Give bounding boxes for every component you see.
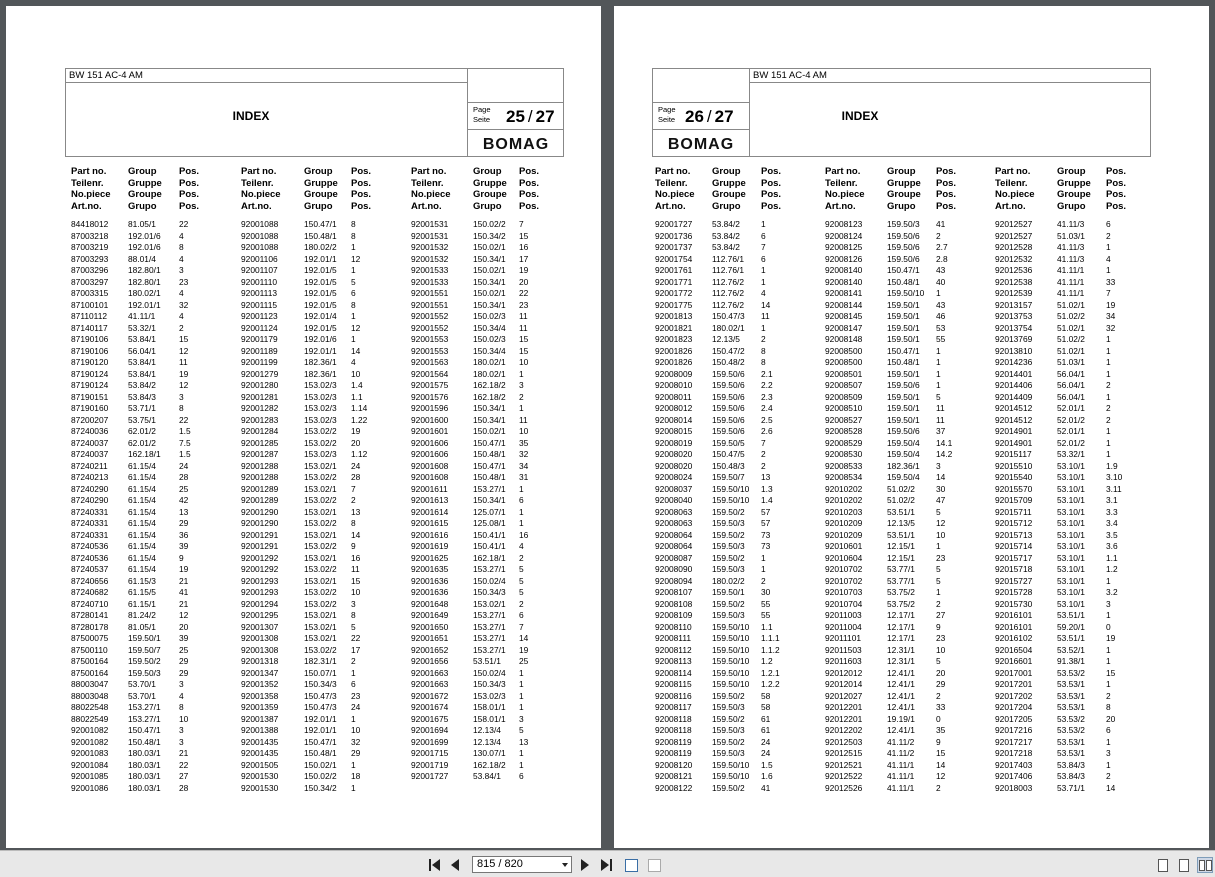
column-header-group: Group Gruppe Groupe Grupo	[473, 166, 507, 212]
column-header-group: Group Gruppe Groupe Grupo	[1057, 166, 1091, 212]
column-header-group: Group Gruppe Groupe Grupo	[304, 166, 338, 212]
forward-view-icon	[648, 859, 661, 872]
part-number-column: 92012527 92012527 92012528 92012532 92012536 92012538 92012539 92013157 92013753 92013754 92013769 92013810 92014236 92014401 92014406 92014409 92014512 92014512 92014901 92014901 92015117 92015510 92015540 92015570 92015709 92015711 92015712 92015713 92015714 92015717 92015718 92015727 92015728 92015730 92016101 92016101 92016102 92016504 92016601 92017001 92017201 92017202 92017204 92017205 92017216 92017217 92017218 92017403 92017406 92018003	[995, 219, 1033, 793]
page-number-cell	[653, 102, 749, 130]
model-name: BW 151 AC-4 AM	[66, 69, 467, 83]
svg-text:BOMAG: BOMAG	[667, 136, 735, 151]
position-column: 22 4 8 4 3 23 4 32 4 2 15 12 11 19 12 3 8 22 1.5 7.5 1.5 24 28 25 42 13 29 36 39 9 19 21 41 21 12 20 39 25 29 29 3 4 8 10 3 3 21 22 27 28	[179, 219, 191, 793]
last-page-button[interactable]	[598, 857, 614, 873]
page-header-box	[652, 68, 1151, 157]
bomag-logo	[653, 130, 749, 157]
position-column: 8 8 1 12 1 5 6 8 1 12 1 14 4 10 1.4 1.1 1.14 1.22 19 20 1.12 24 28 7 2 13 8 14 9 16 11 15 10 3 8 5 22 17 2 1 6 23 24 1 10 32 29 1 18 1	[351, 219, 368, 793]
svg-text:BOMAG: BOMAG	[482, 136, 550, 151]
first-page-icon	[429, 859, 440, 871]
two-page-icon	[1199, 860, 1212, 871]
column-header-part: Part no. Teilenr. No.piece Art.no.	[825, 166, 865, 212]
go-back-view-button[interactable]	[623, 857, 639, 873]
page-label: Page Seite	[473, 105, 491, 124]
position-column: 7 15 16 17 19 20 22 23 11 11 15 15 10 1 3 2 1 11 10 35 32 34 31 1 6 1 1 16 4 2 5 5 5 2 6 7 14 19 25 1 1 1 1 3 5 13 1 1 6	[519, 219, 529, 781]
previous-page-icon	[451, 859, 459, 871]
document-page-right	[614, 6, 1209, 848]
next-page-button[interactable]	[577, 857, 593, 873]
group-column: 53.84/2 53.84/2 53.84/2 112.76/1 112.76/1 112.76/2 112.76/2 112.76/2 150.47/3 180.02/1 12.13/5 150.47/2 150.48/2 159.50/6 159.50/6 159.50/6 159.50/6 159.50/6 159.50/6 159.50/5 150.47/5 150.48/3 159.50/7 159.50/10 159.50/10 159.50/2 159.50/3 159.50/2 159.50/3 159.50/2 159.50/3 180.02/2 159.50/1 159.50/2 159.50/3 159.50/10 159.50/10 159.50/10 159.50/10 159.50/10 159.50/10 159.50/2 159.50/3 159.50/2 159.50/3 159.50/2 159.50/3 159.50/10 159.50/10 159.50/2	[712, 219, 750, 793]
part-number-column: 92001531 92001531 92001532 92001532 92001533 92001533 92001551 92001551 92001552 92001552 92001553 92001553 92001563 92001564 92001575 92001576 92001596 92001600 92001601 92001606 92001606 92001608 92001608 92001611 92001613 92001614 92001615 92001616 92001619 92001625 92001635 92001636 92001636 92001648 92001649 92001650 92001651 92001652 92001656 92001663 92001663 92001672 92001674 92001675 92001694 92001699 92001715 92001719 92001727	[411, 219, 449, 781]
page-number: 25 / 27	[506, 107, 555, 126]
group-column: 41.11/3 51.03/1 41.11/3 41.11/3 41.11/1 41.11/1 41.11/1 51.02/1 51.02/2 51.02/1 51.02/2 51.02/1 51.03/1 56.04/1 56.04/1 56.04/1 52.01/1 52.01/2 52.01/1 52.01/2 53.32/1 53.10/1 53.10/1 53.10/1 53.10/1 53.10/1 53.10/1 53.10/1 53.10/1 53.10/1 53.10/1 53.10/1 53.10/1 53.10/1 53.51/1 59.20/1 53.51/1 53.52/1 91.38/1 53.53/2 53.53/1 53.53/1 53.53/1 53.53/2 53.53/2 53.53/1 53.53/1 53.84/3 53.84/3 53.71/1	[1057, 219, 1085, 793]
column-header-pos: Pos. Pos. Pos. Pos.	[519, 166, 540, 212]
continuous-page-icon	[1179, 859, 1189, 872]
bomag-logo	[468, 130, 564, 157]
column-header-part: Part no. Teilenr. No.piece Art.no.	[71, 166, 111, 212]
position-column: 41 2 2.7 2.8 43 40 1 43 46 53 55 1 1 1 1 5 11 11 37 14.1 14.2 3 14 30 47 5 12 10 1 23 5 5 1 2 27 9 23 10 5 20 29 2 33 0 35 9 15 14 12 2	[936, 219, 953, 793]
column-header-group: Group Gruppe Groupe Grupo	[128, 166, 162, 212]
page-number-cell	[468, 102, 564, 130]
position-column: 1 6 7 6 1 1 4 14 11 1 2 8 8 2.1 2.2 2.3 2.4 2.5 2.6 7 2 2 13 1.3 1.4 57 57 73 73 1 1 2 30 55 55 1.1 1.1.1 1.1.2 1.2 1.2.1 1.2.2 58 58 61 61 24 24 1.5 1.6 41	[761, 219, 780, 793]
page-header-box	[65, 68, 564, 157]
page-number-field[interactable]: 815 / 820	[472, 856, 572, 873]
column-header-pos: Pos. Pos. Pos. Pos.	[761, 166, 782, 212]
first-page-button[interactable]	[426, 857, 442, 873]
group-column: 159.50/3 159.50/6 159.50/6 159.50/6 150.47/1 150.48/1 159.50/10 159.50/1 159.50/1 159.50/1 159.50/1 150.47/1 150.48/1 159.50/1 159.50/6 159.50/1 159.50/1 159.50/1 159.50/6 159.50/4 159.50/4 182.36/1 159.50/4 51.02/2 51.02/2 53.51/1 12.13/5 53.51/1 12.15/1 12.15/1 53.77/1 53.77/1 53.75/2 53.75/2 12.17/1 12.17/1 12.17/1 12.31/1 12.31/1 12.41/1 12.41/1 12.41/1 12.41/1 19.19/1 12.41/1 41.11/2 41.11/2 41.11/1 41.11/1 41.11/1	[887, 219, 925, 793]
page-title: INDEX	[841, 109, 879, 123]
page-title: INDEX	[232, 109, 270, 123]
chevron-down-icon[interactable]	[562, 863, 568, 867]
model-name: BW 151 AC-4 AM	[750, 69, 1150, 83]
back-view-icon	[625, 859, 638, 872]
next-page-icon	[581, 859, 589, 871]
two-page-view-button[interactable]	[1197, 857, 1213, 873]
page-label: Page Seite	[658, 105, 676, 124]
column-header-part: Part no. Teilenr. No.piece Art.no.	[655, 166, 695, 212]
column-header-part: Part no. Teilenr. No.piece Art.no.	[411, 166, 451, 212]
continuous-view-button[interactable]	[1176, 857, 1192, 873]
column-header-pos: Pos. Pos. Pos. Pos.	[1106, 166, 1127, 212]
column-header-pos: Pos. Pos. Pos. Pos.	[351, 166, 372, 212]
part-number-column: 92008123 92008124 92008125 92008126 92008140 92008140 92008141 92008144 92008145 92008147 92008148 92008500 92008500 92008501 92008507 92008509 92008510 92008527 92008528 92008529 92008530 92008533 92008534 92010202 92010202 92010203 92010209 92010209 92010601 92010604 92010702 92010702 92010703 92010704 92011003 92011004 92011101 92011503 92011603 92012012 92012014 92012027 92012201 92012201 92012202 92012503 92012515 92012521 92012522 92012526	[825, 219, 863, 793]
page-number: 26 / 27	[685, 107, 734, 126]
part-number-column: 84418012 87003218 87003219 87003293 87003296 87003297 87003315 87100101 87110112 87140117 87190106 87190106 87190120 87190124 87190124 87190151 87190160 87200207 87240036 87240037 87240037 87240211 87240213 87240290 87240290 87240331 87240331 87240331 87240536 87240536 87240537 87240656 87240682 87240710 87280141 87280178 87500075 87500110 87500164 87500164 88003047 88003048 88022548 88022549 92001082 92001082 92001083 92001084 92001085 92001086	[71, 219, 109, 793]
single-page-icon	[1158, 859, 1168, 872]
single-page-view-button[interactable]	[1155, 857, 1171, 873]
document-page-left	[6, 6, 601, 848]
column-header-group: Group Gruppe Groupe Grupo	[887, 166, 921, 212]
viewer-toolbar	[0, 850, 1215, 877]
go-forward-view-button[interactable]	[646, 857, 662, 873]
part-number-column: 92001727 92001736 92001737 92001754 92001761 92001771 92001772 92001775 92001813 92001821 92001823 92001826 92001826 92008009 92008010 92008011 92008012 92008014 92008015 92008019 92008020 92008020 92008024 92008037 92008040 92008063 92008063 92008064 92008064 92008087 92008090 92008094 92008107 92008108 92008109 92008110 92008111 92008112 92008113 92008114 92008115 92008116 92008117 92008118 92008118 92008119 92008119 92008120 92008121 92008122	[655, 219, 693, 793]
column-header-pos: Pos. Pos. Pos. Pos.	[179, 166, 200, 212]
column-header-part: Part no. Teilenr. No.piece Art.no.	[241, 166, 281, 212]
group-column: 81.05/1 192.01/6 192.01/6 88.01/4 182.80/1 182.80/1 180.02/1 192.01/1 41.11/1 53.32/1 53.84/1 56.04/1 53.84/1 53.84/1 53.84/2 53.84/3 53.71/1 53.75/1 62.01/2 62.01/2 162.18/1 61.15/4 61.15/4 61.15/4 61.15/4 61.15/4 61.15/4 61.15/4 61.15/4 61.15/4 61.15/4 61.15/3 61.15/5 61.15/1 81.24/2 81.05/1 159.50/1 159.50/7 159.50/2 159.50/3 53.70/1 53.70/1 153.27/1 153.27/1 150.47/1 150.48/1 180.03/1 180.03/1 180.03/1 180.03/1	[128, 219, 161, 793]
group-column: 150.02/2 150.34/2 150.02/1 150.34/1 150.02/1 150.34/1 150.02/1 150.34/1 150.02/3 150.34/4 150.02/3 150.34/4 180.02/1 180.02/1 162.18/2 162.18/2 150.34/1 150.34/1 150.02/1 150.47/1 150.48/1 150.47/1 150.48/1 153.27/1 150.34/1 125.07/1 125.08/1 150.41/1 150.41/1 162.18/1 153.27/1 150.02/4 150.34/3 153.02/1 153.27/1 153.27/1 153.27/1 153.27/1 53.51/1 150.02/4 150.34/3 153.02/3 158.01/1 158.01/1 12.13/4 12.13/4 130.07/1 162.18/2 53.84/1	[473, 219, 506, 781]
group-column: 150.47/1 150.48/1 180.02/2 192.01/1 192.01/5 192.01/5 192.01/5 192.01/5 192.01/4 192.01/5 192.01/6 192.01/1 182.36/1 182.36/1 153.02/3 153.02/3 153.02/3 153.02/3 153.02/2 153.02/2 153.02/3 153.02/1 153.02/2 153.02/1 153.02/2 153.02/1 153.02/2 153.02/1 153.02/2 153.02/1 153.02/2 153.02/1 153.02/2 153.02/2 153.02/1 153.02/1 153.02/1 153.02/2 182.31/1 150.07/1 150.34/3 150.47/3 150.47/3 192.01/1 192.01/1 150.47/1 150.48/1 150.02/1 150.02/2 150.34/2	[304, 219, 337, 793]
column-header-group: Group Gruppe Groupe Grupo	[712, 166, 746, 212]
part-number-column: 92001088 92001088 92001088 92001106 92001107 92001110 92001113 92001115 92001123 92001124 92001179 92001189 92001199 92001279 92001280 92001281 92001282 92001283 92001284 92001285 92001287 92001288 92001288 92001289 92001289 92001290 92001290 92001291 92001291 92001292 92001292 92001293 92001293 92001294 92001295 92001307 92001308 92001308 92001318 92001347 92001352 92001358 92001359 92001387 92001388 92001435 92001435 92001505 92001530 92001530	[241, 219, 279, 793]
column-header-part: Part no. Teilenr. No.piece Art.no.	[995, 166, 1035, 212]
previous-page-button[interactable]	[447, 857, 463, 873]
column-header-pos: Pos. Pos. Pos. Pos.	[936, 166, 957, 212]
position-column: 6 2 1 4 1 33 7 19 34 32 1 1 1 1 2 1 2 2 1 1 1 1.9 3.10 3.11 3.1 3.3 3.4 3.5 3.6 1.1 1.2 1 3.2 3 1 0 19 1 1 15 1 2 8 20 6 1 3 1 2 14	[1106, 219, 1123, 793]
last-page-icon	[601, 859, 612, 871]
